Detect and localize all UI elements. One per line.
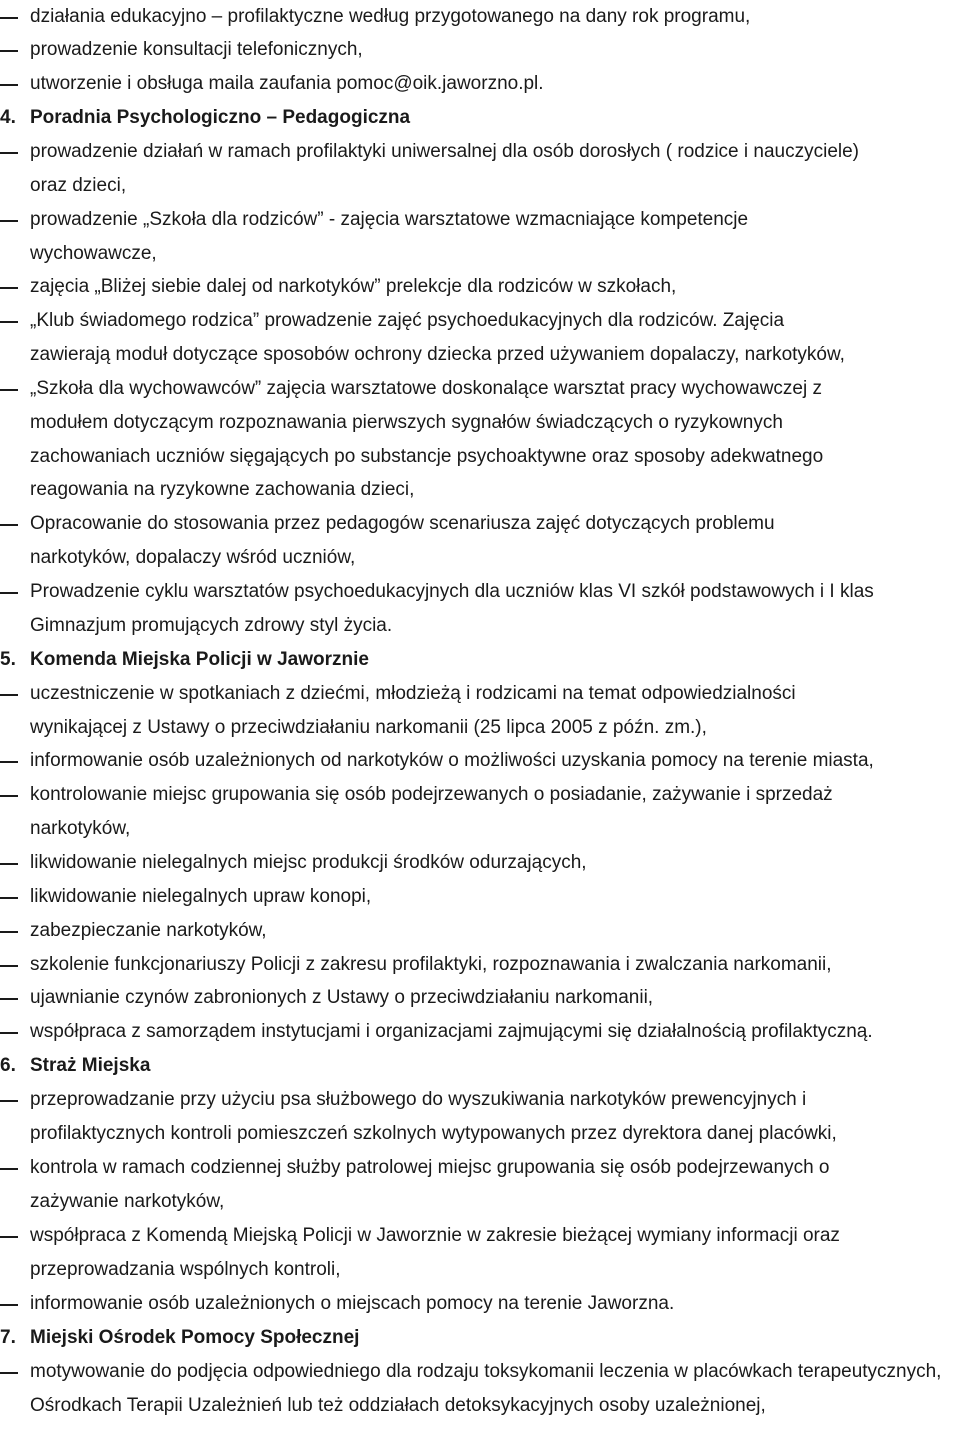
- list-item-text: likwidowanie nielegalnych miejsc produkcji środków odurzających,: [30, 852, 587, 873]
- list-item: [0, 1355, 960, 1389]
- list-item-text: przeprowadzania wspólnych kontroli,: [30, 1259, 341, 1280]
- list-item-text: szkolenie funkcjonariuszy Policji z zakresu profilaktyki, rozpoznawania i zwalczania narkomanii,: [30, 954, 832, 975]
- list-item: [0, 880, 960, 914]
- list-item-text: profilaktycznych kontroli pomieszczeń szkolnych wytypowanych przez dyrektora danej placówki,: [30, 1123, 837, 1144]
- list-item-text: narkotyków,: [30, 818, 131, 839]
- section-number: 5.: [0, 649, 16, 670]
- list-item-text: współpraca z samorządem instytucjami i organizacjami zajmującymi się działalnością profilaktyczną.: [30, 1021, 873, 1042]
- list-item: [0, 981, 960, 1015]
- list-item-text: prowadzenie „Szkoła dla rodziców” - zajęcia warsztatowe wzmacniające kompetencje: [30, 209, 749, 230]
- list-item-text: zachowaniach uczniów sięgających po substancje psychoaktywne oraz sposoby adekwatnego: [30, 446, 824, 467]
- list-item-text: Opracowanie do stosowania przez pedagogów scenariusza zajęć dotyczących problemu: [30, 513, 775, 534]
- list-item: [0, 203, 960, 237]
- list-item-continuation: [0, 338, 960, 372]
- list-item: [0, 67, 960, 101]
- list-item-continuation: [0, 440, 960, 474]
- section-number: 7.: [0, 1327, 16, 1348]
- list-item-text: zajęcia „Bliżej siebie dalej od narkotyków” prelekcje dla rodziców w szkołach,: [30, 276, 677, 297]
- dash-bullet-icon: [0, 389, 18, 391]
- list-item: [0, 1015, 960, 1049]
- list-item: [0, 846, 960, 880]
- list-item-text: Gimnazjum promujących zdrowy styl życia.: [30, 615, 393, 636]
- dash-bullet-icon: [0, 1236, 18, 1238]
- section-heading: [0, 1049, 960, 1083]
- list-item: [0, 778, 960, 812]
- list-item: [0, 372, 960, 406]
- section-heading: [0, 1321, 960, 1355]
- section-number: 6.: [0, 1055, 16, 1076]
- list-item-text: zawierają moduł dotyczące sposobów ochrony dziecka przed używaniem dopalaczy, narkotyków,: [30, 344, 845, 365]
- list-item-text: informowanie osób uzależnionych o miejscach pomocy na terenie Jaworzna.: [30, 1293, 675, 1314]
- section-heading: [0, 643, 960, 677]
- dash-bullet-icon: [0, 152, 18, 154]
- list-item-text: „Szkoła dla wychowawców” zajęcia warsztatowe doskonalące warsztat pracy wychowawczej z: [30, 378, 822, 399]
- dash-bullet-icon: [0, 524, 18, 526]
- list-item-text: wychowawcze,: [30, 243, 157, 264]
- list-item-continuation: [0, 812, 960, 846]
- list-item-continuation: [0, 473, 960, 507]
- list-item-continuation: [0, 1185, 960, 1219]
- list-item: [0, 270, 960, 304]
- section-title: Miejski Ośrodek Pomocy Społecznej: [30, 1327, 360, 1348]
- list-item-text: uczestniczenie w spotkaniach z dziećmi, młodzieżą i rodzicami na temat odpowiedzialności: [30, 683, 796, 704]
- dash-bullet-icon: [0, 1100, 18, 1102]
- list-item-text: „Klub świadomego rodzica” prowadzenie zajęć psychoedukacyjnych dla rodziców. Zajęcia: [30, 310, 785, 331]
- dash-bullet-icon: [0, 795, 18, 797]
- dash-bullet-icon: [0, 1304, 18, 1306]
- list-item-text: modułem dotyczącym rozpoznawania pierwszych sygnałów świadczących o ryzykownych: [30, 412, 783, 433]
- dash-bullet-icon: [0, 694, 18, 696]
- list-item-text: prowadzenie działań w ramach profilaktyki uniwersalnej dla osób dorosłych ( rodzice i nauczyciele): [30, 141, 860, 162]
- section-title: Straż Miejska: [30, 1055, 151, 1076]
- list-item: [0, 304, 960, 338]
- list-item: [0, 1083, 960, 1117]
- list-item: [0, 575, 960, 609]
- dash-bullet-icon: [0, 84, 18, 86]
- list-item-continuation: [0, 541, 960, 575]
- dash-bullet-icon: [0, 287, 18, 289]
- dash-bullet-icon: [0, 761, 18, 763]
- list-item-text: Prowadzenie cyklu warsztatów psychoedukacyjnych dla uczniów klas VI szkół podstawowych i I klas: [30, 581, 874, 602]
- dash-bullet-icon: [0, 50, 18, 52]
- dash-bullet-icon: [0, 931, 18, 933]
- list-item: [0, 1219, 960, 1253]
- list-item-continuation: [0, 1253, 960, 1287]
- list-item-continuation: [0, 237, 960, 271]
- list-item: [0, 744, 960, 778]
- section-heading: [0, 101, 960, 135]
- dash-bullet-icon: [0, 998, 18, 1000]
- list-item-text: współpraca z Komendą Miejską Policji w Jaworznie w zakresie bieżącej wymiany informacji oraz: [30, 1225, 840, 1246]
- list-item-text: motywowanie do podjęcia odpowiedniego dla rodzaju toksykomanii leczenia w placówkach terapeutycznych,: [30, 1361, 942, 1382]
- list-item-continuation: [0, 1117, 960, 1151]
- list-item-text: działania edukacyjno – profilaktyczne według przygotowanego na dany rok programu,: [30, 6, 751, 27]
- list-item-continuation: [0, 711, 960, 745]
- list-item: [0, 1287, 960, 1321]
- list-item-text: utworzenie i obsługa maila zaufania pomoc@oik.jaworzno.pl.: [30, 73, 544, 94]
- list-item-continuation: [0, 406, 960, 440]
- list-item-continuation: [0, 1389, 960, 1423]
- dash-bullet-icon: [0, 321, 18, 323]
- dash-bullet-icon: [0, 220, 18, 222]
- list-item-text: kontrolowanie miejsc grupowania się osób podejrzewanych o posiadanie, zażywanie i sprzedaż: [30, 784, 833, 805]
- list-item-text: wynikającej z Ustawy o przeciwdziałaniu narkomanii (25 lipca 2005 z późn. zm.),: [30, 717, 707, 738]
- list-item-continuation: [0, 169, 960, 203]
- list-item-text: narkotyków, dopalaczy wśród uczniów,: [30, 547, 356, 568]
- list-item-continuation: [0, 609, 960, 643]
- list-item: [0, 948, 960, 982]
- section-title: Komenda Miejska Policji w Jaworznie: [30, 649, 369, 670]
- list-item-text: informowanie osób uzależnionych od narkotyków o możliwości uzyskania pomocy na terenie miasta,: [30, 750, 874, 771]
- list-item: [0, 33, 960, 67]
- dash-bullet-icon: [0, 863, 18, 865]
- dash-bullet-icon: [0, 17, 18, 19]
- list-item-text: Ośrodkach Terapii Uzależnień lub też oddziałach detoksykacyjnych osoby uzależnionej,: [30, 1395, 766, 1416]
- list-item-text: ujawnianie czynów zabronionych z Ustawy o przeciwdziałaniu narkomanii,: [30, 987, 654, 1008]
- list-item-text: reagowania na ryzykowne zachowania dzieci,: [30, 479, 415, 500]
- list-item: [0, 677, 960, 711]
- dash-bullet-icon: [0, 1168, 18, 1170]
- dash-bullet-icon: [0, 1032, 18, 1034]
- list-item-text: zabezpieczanie narkotyków,: [30, 920, 267, 941]
- list-item-text: oraz dzieci,: [30, 175, 127, 196]
- list-item: [0, 1151, 960, 1185]
- section-number: 4.: [0, 107, 16, 128]
- list-item: [0, 135, 960, 169]
- dash-bullet-icon: [0, 897, 18, 899]
- dash-bullet-icon: [0, 965, 18, 967]
- list-item: [0, 507, 960, 541]
- list-item-text: kontrola w ramach codziennej służby patrolowej miejsc grupowania się osób podejrzewanych o: [30, 1157, 830, 1178]
- list-item: [0, 0, 960, 34]
- dash-bullet-icon: [0, 592, 18, 594]
- list-item-text: zażywanie narkotyków,: [30, 1191, 225, 1212]
- list-item: [0, 914, 960, 948]
- list-item-text: przeprowadzanie przy użyciu psa służbowego do wyszukiwania narkotyków prewencyjnych i: [30, 1089, 807, 1110]
- list-item-text: likwidowanie nielegalnych upraw konopi,: [30, 886, 372, 907]
- section-title: Poradnia Psychologiczno – Pedagogiczna: [30, 107, 411, 128]
- list-item-text: prowadzenie konsultacji telefonicznych,: [30, 39, 363, 60]
- dash-bullet-icon: [0, 1372, 18, 1374]
